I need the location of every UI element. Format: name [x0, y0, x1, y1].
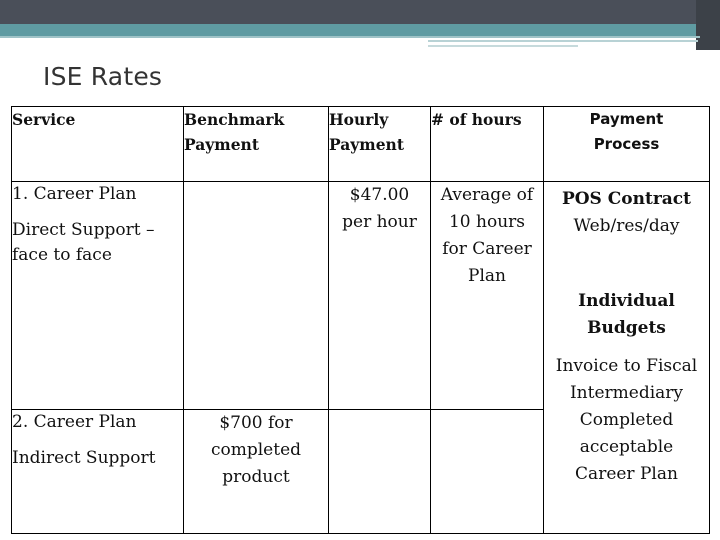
service-cell — [12, 182, 184, 410]
service-cell — [12, 410, 184, 534]
service-subtitle: Indirect Support — [12, 448, 156, 468]
hourly-cell — [329, 410, 431, 534]
header-service: Service — [12, 107, 184, 182]
header-hours: # of hours — [431, 107, 544, 182]
table-row — [12, 182, 710, 410]
rates-table — [11, 106, 710, 534]
hourly-cell: $47.00 per hour — [329, 182, 431, 410]
decorative-line — [0, 36, 700, 38]
header-process: Payment Process — [544, 107, 710, 182]
pos-detail: Web/res/day — [573, 216, 680, 236]
top-teal-band — [0, 24, 720, 36]
pos-contract: POS Contract — [561, 189, 692, 209]
hours-cell: Average of 10 hours for Career Plan — [431, 182, 544, 410]
service-subtitle: Direct Support – face to face — [12, 220, 155, 265]
top-decorative-bar — [0, 0, 720, 24]
decorative-line — [428, 40, 698, 42]
service-title: 2. Career Plan — [12, 412, 137, 432]
header-hourly: Hourly Payment — [329, 107, 431, 182]
service-title: 1. Career Plan — [12, 184, 137, 204]
header-benchmark: Benchmark Payment — [184, 107, 329, 182]
decorative-line — [428, 45, 578, 47]
hours-cell — [431, 410, 544, 534]
benchmark-cell: $700 for completed product — [184, 410, 329, 534]
corner-accent — [696, 0, 720, 50]
slide-title: ISE Rates — [43, 62, 163, 91]
header-row — [12, 107, 710, 182]
benchmark-cell — [184, 182, 329, 410]
process-cell: POS Contract Web/res/day Individual Budgets Invoice to Fiscal Intermediary Completed acceptable Career Plan — [544, 182, 710, 534]
